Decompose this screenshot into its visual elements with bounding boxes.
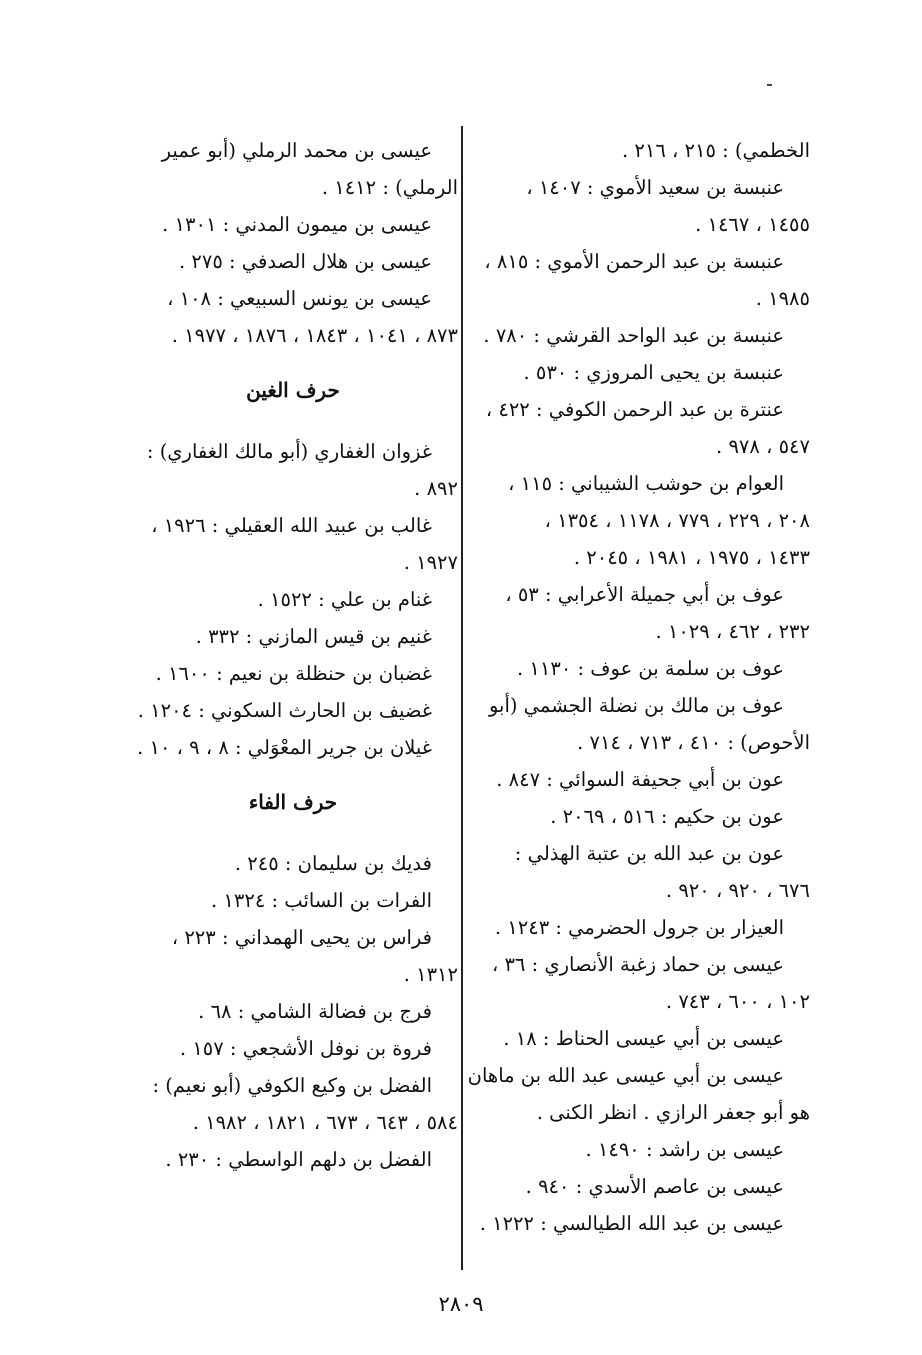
- left-top-entries: [128, 132, 458, 354]
- index-entry: عون بن أبي جحيفة السوائي : ٨٤٧ .: [496, 768, 784, 791]
- index-entry: عنبسة بن عبد الواحد القرشي : ٧٨٠ .: [483, 324, 784, 347]
- section-heading-ghain: حرف الغين: [246, 378, 340, 402]
- index-entry: فروة بن نوفل الأشجعي : ١٥٧ .: [179, 1037, 432, 1060]
- ghain-entries: [128, 433, 458, 766]
- index-entry-continuation: ١٩٢٧ .: [403, 551, 458, 574]
- index-entry-continuation: ٢٣٢ ، ٤٦٢ ، ١٠٢٩ .: [655, 620, 810, 643]
- index-entry: غنيم بن قيس المازني : ٣٣٢ .: [195, 625, 432, 648]
- index-entry: عيسى بن هلال الصدفي : ٢٧٥ .: [179, 250, 432, 273]
- index-entry: فرج بن فضالة الشامي : ٦٨ .: [198, 1000, 432, 1023]
- index-entry-continuation: ٥٤٧ ، ٩٧٨ .: [716, 435, 810, 458]
- index-entry: عيسى بن محمد الرملي (أبو عمير: [161, 139, 432, 162]
- index-entry: عنترة بن عبد الرحمن الكوفي : ٤٢٢ ،: [485, 398, 784, 421]
- index-entry: عون بن عبد الله بن عتبة الهذلي :: [514, 842, 784, 865]
- right-column: [467, 132, 810, 1242]
- index-entry: العوام بن حوشب الشيباني : ١١٥ ،: [508, 472, 784, 495]
- index-entry-continuation: ٨٩٢ .: [414, 477, 458, 500]
- left-column: [128, 132, 458, 1178]
- index-entry: فديك بن سليمان : ٢٤٥ .: [234, 852, 432, 875]
- index-entry: عيسى بن عاصم الأسدي : ٩٤٠ .: [525, 1175, 784, 1198]
- index-entry: عيسى بن حماد زغبة الأنصاري : ٣٦ ،: [491, 953, 784, 976]
- index-entry: غيلان بن جرير المعْوَلي : ٨ ، ٩ ، ١٠ .: [137, 736, 432, 759]
- index-entry: عيسى بن أبي عيسى عبد الله بن ماهان: [467, 1064, 784, 1087]
- index-entry: عنبسة بن سعيد الأموي : ١٤٠٧ ،: [526, 176, 784, 199]
- index-entry: عيسى بن أبي عيسى الحناط : ١٨ .: [503, 1027, 784, 1050]
- index-entry: الفضل بن وكيع الكوفي (أبو نعيم) :: [152, 1074, 432, 1097]
- index-entry-continuation: ١٠٢ ، ٦٠٠ ، ٧٤٣ .: [665, 990, 810, 1013]
- index-entry: الفرات بن السائب : ١٣٢٤ .: [211, 889, 432, 912]
- index-entry-continuation: ١٣١٢ .: [403, 963, 458, 986]
- index-entry: عوف بن أبي جميلة الأعرابي : ٥٣ ،: [505, 583, 784, 606]
- index-entry: فراس بن يحيى الهمداني : ٢٢٣ ،: [171, 926, 432, 949]
- index-entry: عون بن حكيم : ٥١٦ ، ٢٠٦٩ .: [550, 805, 784, 828]
- index-entry: الفضل بن دلهم الواسطي : ٢٣٠ .: [165, 1148, 432, 1171]
- index-entry-continuation: الرملي) : ١٤١٢ .: [321, 176, 458, 199]
- index-entry-continuation: الخطمي) : ٢١٥ ، ٢١٦ .: [622, 139, 810, 162]
- index-entry: عيسى بن يونس السبيعي : ١٠٨ ،: [167, 287, 432, 310]
- index-entry-continuation: ١٩٨٥ .: [755, 287, 810, 310]
- index-entry-continuation: ٨٧٣ ، ١٠٤١ ، ١٨٤٣ ، ١٨٧٦ ، ١٩٧٧ .: [171, 324, 458, 347]
- index-entry: غضيف بن الحارث السكوني : ١٢٠٤ .: [137, 699, 432, 722]
- page-number: ٢٨٠٩: [438, 1292, 484, 1316]
- index-entry-continuation: ٢٠٨ ، ٢٢٩ ، ٧٧٩ ، ١١٧٨ ، ١٣٥٤ ،: [544, 509, 810, 532]
- section-heading-fa: حرف الفاء: [248, 790, 338, 814]
- index-entry: عيسى بن ميمون المدني : ١٣٠١ .: [162, 213, 432, 236]
- index-entry: عنبسة بن عبد الرحمن الأموي : ٨١٥ ،: [484, 250, 784, 273]
- index-entry-continuation: ٥٨٤ ، ٦٤٣ ، ٦٧٣ ، ١٨٢١ ، ١٩٨٢ .: [192, 1111, 458, 1134]
- index-entry: عيسى بن راشد : ١٤٩٠ .: [585, 1138, 784, 1161]
- column-divider: [461, 126, 463, 1270]
- index-entry-continuation: ١٤٥٥ ، ١٤٦٧ .: [695, 213, 810, 236]
- fa-entries: [128, 845, 458, 1178]
- scan-mark: [767, 84, 772, 86]
- index-entry: عوف بن سلمة بن عوف : ١١٣٠ .: [517, 657, 784, 680]
- index-entry: غضبان بن حنظلة بن نعيم : ١٦٠٠ .: [155, 662, 432, 685]
- index-entry: غالب بن عبيد الله العقيلي : ١٩٢٦ ،: [151, 514, 432, 537]
- index-entry-continuation: الأحوص) : ٤١٠ ، ٧١٣ ، ٧١٤ .: [577, 731, 810, 754]
- index-entry: عيسى بن عبد الله الطيالسي : ١٢٢٢ .: [479, 1212, 784, 1235]
- index-entry-continuation: هو أبو جعفر الرازي . انظر الكنى .: [536, 1101, 810, 1124]
- index-entry-continuation: ١٤٣٣ ، ١٩٧٥ ، ١٩٨١ ، ٢٠٤٥ .: [573, 546, 810, 569]
- index-entry-continuation: ٦٧٦ ، ٩٢٠ ، ٩٢٠ .: [665, 879, 810, 902]
- index-entry: غنام بن علي : ١٥٢٢ .: [257, 588, 432, 611]
- index-entry: عوف بن مالك بن نضلة الجشمي (أبو: [488, 694, 784, 717]
- index-entry: عنبسة بن يحيى المروزي : ٥٣٠ .: [523, 361, 784, 384]
- index-entry: العيزار بن جرول الحضرمي : ١٢٤٣ .: [494, 916, 784, 939]
- index-entry: غزوان الغفاري (أبو مالك الغفاري) :: [146, 440, 432, 463]
